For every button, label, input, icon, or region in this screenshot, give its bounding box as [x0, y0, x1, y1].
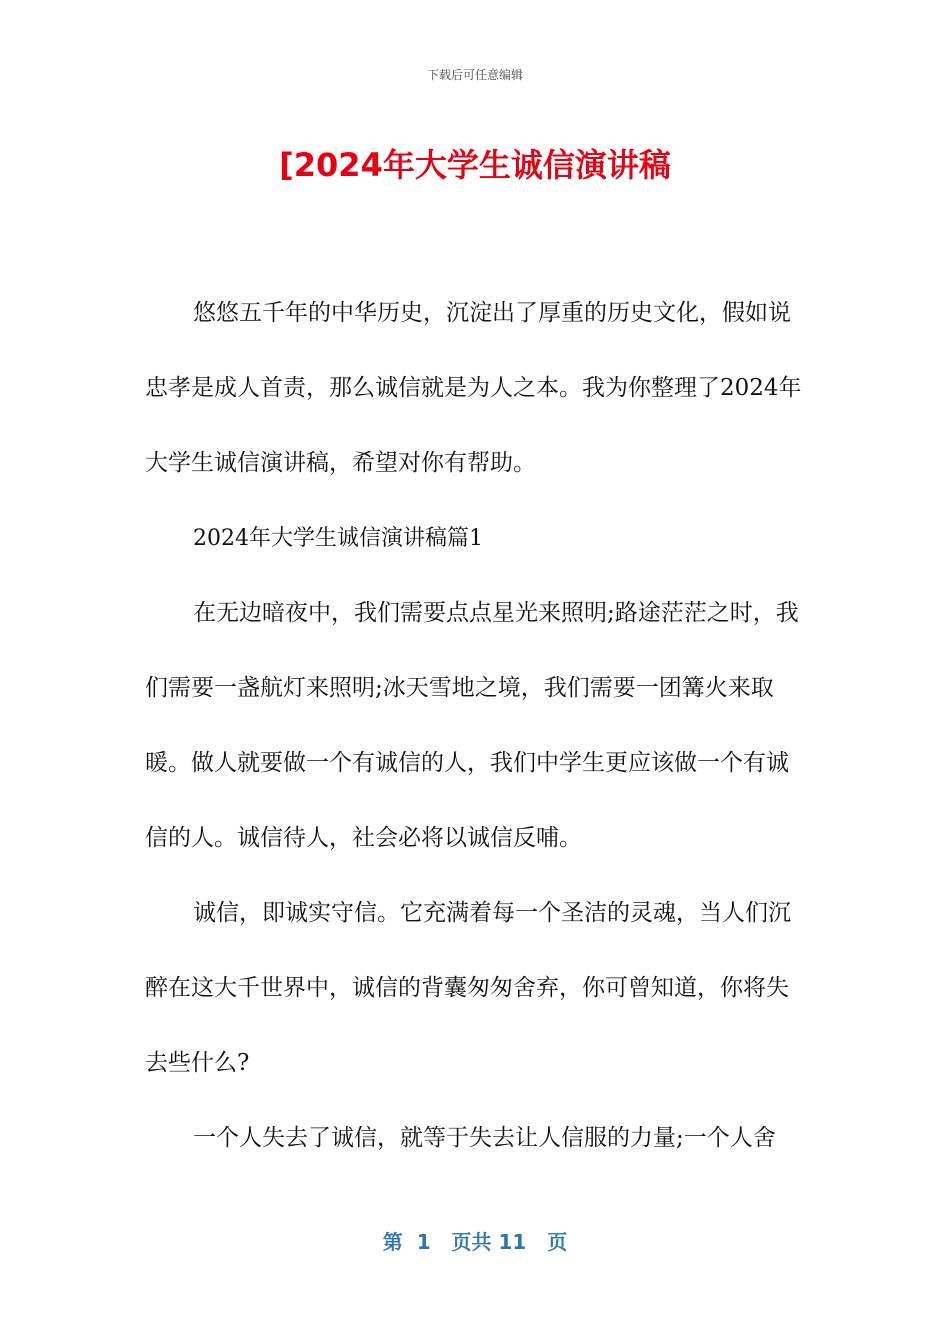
intro-paragraph: 悠悠五千年的中华历史，沉淀出了厚重的历史文化，假如说忠孝是成人首责，那么诚信就是为人之本。我为你整理了2024年大学生诚信演讲稿，希望对你有帮助。: [145, 300, 802, 476]
page-number-footer: 第 1 页共 11 页: [382, 1230, 568, 1254]
body-paragraph: 在无边暗夜中，我们需要点点星光来照明;路途茫茫之时，我们需要一盏航灯来照明;冰天雪地之境，我们需要一团篝火来取暖。做人就要做一个有诚信的人，我们中学生更应该做一个有诚信的人。诚信待人，社会必将以诚信反哺。: [145, 600, 799, 851]
body-paragraph: 诚信，即诚实守信。它充满着每一个圣洁的灵魂，当人们沉醉在这大千世界中，诚信的背囊匆匆舍弃，你可曾知道，你将失去些什么?: [145, 900, 791, 1076]
body-paragraph: 一个人失去了诚信，就等于失去让人信服的力量;一个人舍: [193, 1125, 776, 1151]
section-heading: 2024年大学生诚信演讲稿篇1: [193, 526, 483, 551]
header-note: 下载后可任意编辑: [426, 68, 523, 82]
document-body: [145, 276, 805, 1176]
document-title: [2024年大学生诚信演讲稿: [279, 146, 671, 184]
